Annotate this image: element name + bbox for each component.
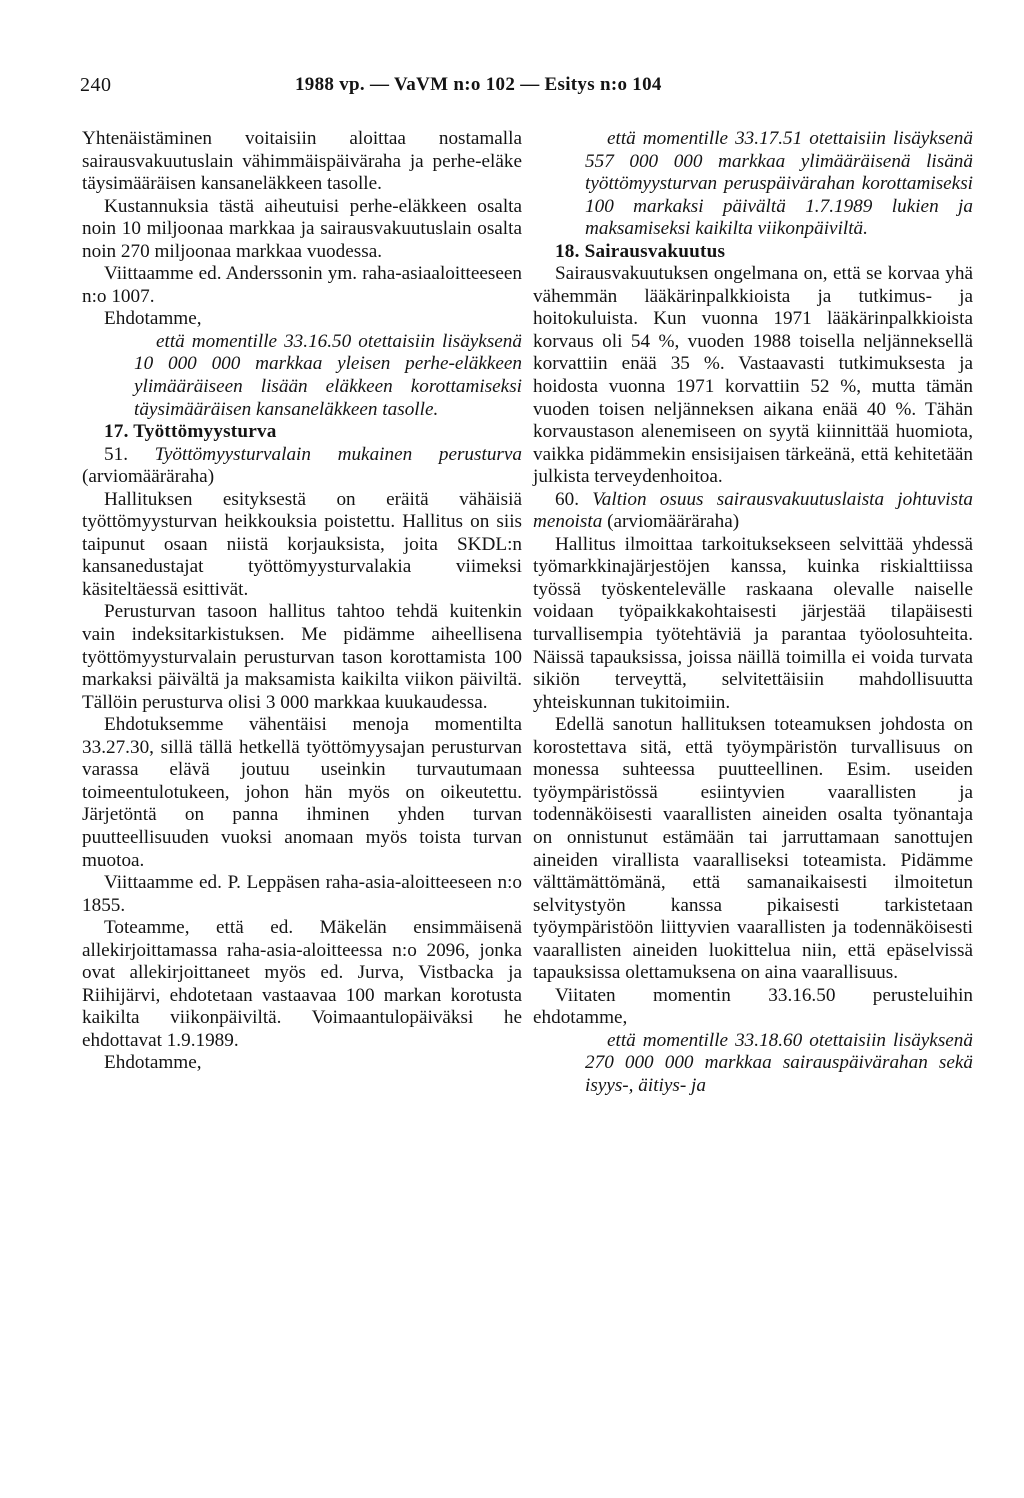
proposal-text: että momentille 33.17.51 otettaisiin lisäyksenä 557 000 000 markkaa ylimääräisenä lisänä työttömyysturvan peruspäivärahan korottamiseksi 100 markaksi päivältä 1.7.1989 lukien ja maksamiseksi kaikilta viikonpäiviltä. bbox=[585, 128, 973, 240]
paragraph: Kustannuksia tästä aiheutuisi perhe-eläkkeen osalta noin 10 miljoonaa markkaa ja sairausvakuutuslain osalta noin 270 miljoonaa markkaa vuodessa. bbox=[82, 195, 522, 262]
right-column bbox=[533, 128, 973, 1098]
page-number: 240 bbox=[80, 74, 112, 96]
item-suffix: (arviomääräraha) bbox=[607, 511, 740, 533]
section-heading: 18. Sairausvakuutus bbox=[555, 240, 726, 262]
paragraph: Edellä sanotun hallituksen toteamuksen johdosta on korostettava sitä, että työympäristön turvallisuus on monessa suhteessa puutteellinen. Esim. useiden työympäristössä esiintyvien vaarallisten ja todennäköisesti vaarallisten aineiden osalta työnantaja on onnistunut estämään tai jarruttamaan sanottujen aineiden virallista vaaralliseksi toteamista. Pidämme välttämättömänä, että samanaikaisesti ilmoitetun selvitystyön kanssa pikaisesti tarkistetaan työympäristöön liittyvien vaarallisten ja todennäköisesti vaarallisten aineiden luokittelua niin, että epäselvissä tapauksissa olettamuksena on aina vaarallisuus. bbox=[533, 714, 973, 984]
paragraph: Ehdotamme, bbox=[104, 1052, 202, 1074]
budget-item-heading bbox=[533, 489, 973, 534]
paragraph: Ehdotamme, bbox=[104, 308, 202, 330]
paragraph: Ehdotuksemme vähentäisi menoja momentilta 33.27.30, sillä tällä hetkellä työttömyysajan perusturvan varassa elävä joutuu useinkin turvautumaan toimeentulotukeen, johon hän myös on oikeutettu. Järjetöntä on panna ihminen yhden turvan puutteellisuuden vuoksi anomaan myös toista turvan muotoa. bbox=[82, 714, 522, 871]
proposal-text: että momentille 33.18.60 otettaisiin lisäyksenä 270 000 000 markkaa sairauspäivärahan sekä isyys-, äitiys- ja bbox=[585, 1029, 973, 1096]
paragraph: Hallituksen esityksestä on eräitä vähäisiä työttömyysturvan heikkouksia poistettu. Hallitus on siis taipunut osaan niistä korjauksista, joita SKDL:n kansanedustajat työttömyysturvalakia viimeksi käsiteltäessä esittivät. bbox=[82, 488, 522, 600]
item-suffix: (arviomääräraha) bbox=[82, 466, 215, 488]
paragraph: Perusturvan tasoon hallitus tahtoo tehdä kuitenkin vain indeksitarkistuksen. Me pidämme aiheellisena työttömyysturvalain perusturvan tason korottamista 100 markaksi päivältä ja maksamista kaikilta viikon päiviltä. Tällöin perusturva olisi 3 000 markkaa kuukaudessa. bbox=[82, 601, 522, 713]
paragraph: Viittaamme ed. P. Leppäsen raha-asia-aloitteeseen n:o 1855. bbox=[82, 872, 522, 916]
item-number: 60. bbox=[555, 488, 579, 510]
paragraph: Toteamme, että ed. Mäkelän ensimmäisenä allekirjoittamassa raha-asia-aloitteessa n:o 2096, jonka ovat allekirjoittaneet myös ed. Jurva, Vistbacka ja Riihijärvi, ehdotetaan vastaavaa 100 markan korotusta kaikilta viikonpäiviltä. Voimaantulopäiväksi he ehdottavat 1.9.1989. bbox=[82, 917, 522, 1051]
section-heading: 17. Työttömyysturva bbox=[104, 421, 277, 443]
item-title: Työttömyysturvalain mukainen perusturva bbox=[154, 443, 522, 465]
paragraph: Hallitus ilmoittaa tarkoituksekseen selvittää yhdessä työmarkkinajärjestöjen kanssa, kuinka riskialttiissa työssä työskentelevälle raskaana olevalle naiselle voidaan työpaikkakohtaisesti järjestää tilapäisesti turvallisempia työtehtäviä ja parantaa työolosuhteita. Näissä tapauksissa, joissa näillä toimilla ei voida turvata sikiön terveyttä, selvitettäisiin mahdollisuutta yhteiskunnan tukitoimiin. bbox=[533, 533, 973, 713]
paragraph: Yhtenäistäminen voitaisiin aloittaa nostamalla sairausvakuutuslain vähimmäispäiväraha ja perhe-eläke täysimääräisen kansaneläkkeen tasolle. bbox=[82, 128, 522, 195]
running-title: 1988 vp. — VaVM n:o 102 — Esitys n:o 104 bbox=[295, 74, 662, 95]
paragraph: Viittaamme ed. Anderssonin ym. raha-asiaaloitteeseen n:o 1007. bbox=[82, 263, 522, 307]
item-title: Valtion osuus sairausvakuutuslaista johtuvista menoista bbox=[533, 488, 973, 533]
item-number: 51. bbox=[104, 443, 128, 465]
left-column bbox=[82, 128, 522, 1075]
paragraph: Sairausvakuutuksen ongelmana on, että se korvaa yhä vähemmän lääkärinpalkkioista ja tutkimus- ja hoitokuluista. Kun vuonna 1971 lääkärinpalkkioista korvaus oli 54 %, vuoden 1988 toisella neljänneksellä korvattiin enää 35 %. Vastaavasti tutkimuksesta ja hoidosta vuonna 1971 korvattiin 52 %, mutta tämän vuoden toisen neljänneksen aikana enää 40 %. Tähän korvaustason alenemiseen on syytä kiinnittää huomiota, vaikka pidämmekin ensisijaisen tärkeänä, että kehitetään julkista terveydenhoitoa. bbox=[533, 263, 973, 488]
page-header bbox=[80, 74, 980, 104]
budget-item-heading bbox=[82, 444, 522, 489]
paragraph: Viitaten momentin 33.16.50 perusteluihin ehdotamme, bbox=[533, 984, 973, 1029]
proposal-text: että momentille 33.16.50 otettaisiin lisäyksenä 10 000 000 markkaa yleisen perhe-eläkkeen ylimääräiseen lisään eläkkeen korottamiseksi täysimääräisen kansaneläkkeen tasolle. bbox=[134, 330, 522, 420]
